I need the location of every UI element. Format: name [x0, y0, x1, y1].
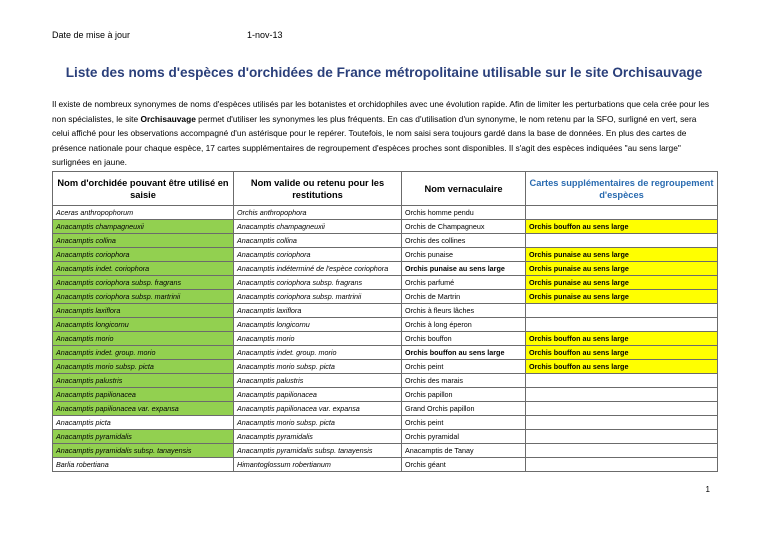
- cell-valid-name: Anacamptis papilionacea var. expansa: [234, 402, 402, 416]
- intro-text-part1: Il existe de nombreux synonymes de noms d'espèces utilisés par les botanistes et orchidophiles avec une évolution rapide. Afin de limiter les perturbations que cela crée pour les non spécialistes, le site: [52, 99, 710, 124]
- cell-vernacular-name: Orchis papillon: [402, 388, 526, 402]
- intro-site-name: Orchisauvage: [140, 113, 196, 124]
- cell-input-name: Anacamptis morio: [53, 332, 234, 346]
- header-vernacular-name: Nom vernaculaire: [402, 172, 526, 206]
- table-row: [53, 276, 718, 290]
- cell-vernacular-name: Orchis géant: [402, 458, 526, 472]
- table-row: [53, 234, 718, 248]
- cell-valid-name: Anacamptis pyramidalis subsp. tanayensis: [234, 444, 402, 458]
- table-row: [53, 318, 718, 332]
- species-table: [52, 171, 718, 472]
- cell-input-name: Anacamptis palustris: [53, 374, 234, 388]
- cell-extra-map: [526, 402, 718, 416]
- cell-valid-name: Anacamptis morio subsp. picta: [234, 360, 402, 374]
- cell-valid-name: Anacamptis pyramidalis: [234, 430, 402, 444]
- table-row: [53, 262, 718, 276]
- cell-input-name: Anacamptis longicornu: [53, 318, 234, 332]
- cell-vernacular-name: Orchis bouffon: [402, 332, 526, 346]
- cell-vernacular-name: Orchis punaise au sens large: [402, 262, 526, 276]
- cell-extra-map: Orchis bouffon au sens large: [526, 360, 718, 374]
- cell-vernacular-name: Orchis à fleurs lâches: [402, 304, 526, 318]
- cell-vernacular-name: Orchis parfumé: [402, 276, 526, 290]
- cell-input-name: Anacamptis pyramidalis: [53, 430, 234, 444]
- cell-extra-map: [526, 304, 718, 318]
- cell-vernacular-name: Grand Orchis papillon: [402, 402, 526, 416]
- table-row: [53, 402, 718, 416]
- cell-input-name: Anacamptis coriophora: [53, 248, 234, 262]
- cell-input-name: Anacamptis coriophora subsp. fragrans: [53, 276, 234, 290]
- page-title: Liste des noms d'espèces d'orchidées de France métropolitaine utilisable sur le site Orchisauvage: [65, 65, 703, 80]
- cell-input-name: Anacamptis champagneuxii: [53, 220, 234, 234]
- cell-vernacular-name: Orchis peint: [402, 360, 526, 374]
- cell-valid-name: Anacamptis collina: [234, 234, 402, 248]
- table-row: [53, 332, 718, 346]
- cell-extra-map: Orchis bouffon au sens large: [526, 332, 718, 346]
- table-row: [53, 206, 718, 220]
- cell-valid-name: Anacamptis morio subsp. picta: [234, 416, 402, 430]
- table-row: [53, 458, 718, 472]
- cell-extra-map: [526, 234, 718, 248]
- cell-valid-name: Anacamptis champagneuxii: [234, 220, 402, 234]
- cell-valid-name: Himantoglossum robertianum: [234, 458, 402, 472]
- cell-input-name: Anacamptis morio subsp. picta: [53, 360, 234, 374]
- header-input-name: Nom d'orchidée pouvant être utilisé en saisie: [53, 172, 234, 206]
- cell-valid-name: Anacamptis papilionacea: [234, 388, 402, 402]
- table-row: [53, 360, 718, 374]
- cell-extra-map: [526, 206, 718, 220]
- table-row: [53, 346, 718, 360]
- table-row: [53, 220, 718, 234]
- cell-input-name: Anacamptis coriophora subsp. martrinii: [53, 290, 234, 304]
- cell-extra-map: Orchis punaise au sens large: [526, 262, 718, 276]
- cell-input-name: Anacamptis pyramidalis subsp. tanayensis: [53, 444, 234, 458]
- cell-vernacular-name: Orchis à long éperon: [402, 318, 526, 332]
- cell-extra-map: [526, 458, 718, 472]
- table-row: [53, 248, 718, 262]
- cell-vernacular-name: Orchis bouffon au sens large: [402, 346, 526, 360]
- cell-vernacular-name: Orchis pyramidal: [402, 430, 526, 444]
- table-row: [53, 388, 718, 402]
- cell-valid-name: Orchis anthropophora: [234, 206, 402, 220]
- cell-extra-map: [526, 318, 718, 332]
- page-number: 1: [705, 485, 710, 494]
- table-row: [53, 304, 718, 318]
- cell-vernacular-name: Anacamptis de Tanay: [402, 444, 526, 458]
- cell-extra-map: [526, 444, 718, 458]
- cell-valid-name: Anacamptis indet. group. morio: [234, 346, 402, 360]
- cell-extra-map: Orchis punaise au sens large: [526, 248, 718, 262]
- cell-input-name: Anacamptis papilionacea var. expansa: [53, 402, 234, 416]
- table-row: [53, 374, 718, 388]
- cell-extra-map: Orchis bouffon au sens large: [526, 346, 718, 360]
- cell-valid-name: Anacamptis coriophora: [234, 248, 402, 262]
- cell-extra-map: Orchis punaise au sens large: [526, 276, 718, 290]
- cell-extra-map: Orchis bouffon au sens large: [526, 220, 718, 234]
- cell-input-name: Anacamptis collina: [53, 234, 234, 248]
- cell-valid-name: Anacamptis coriophora subsp. fragrans: [234, 276, 402, 290]
- header-valid-name: Nom valide ou retenu pour les restitutions: [234, 172, 402, 206]
- cell-input-name: Anacamptis indet. group. morio: [53, 346, 234, 360]
- cell-extra-map: [526, 388, 718, 402]
- table-body: [53, 206, 718, 472]
- update-date-label: Date de mise à jour: [52, 30, 131, 40]
- table-row: [53, 430, 718, 444]
- cell-valid-name: Anacamptis laxiflora: [234, 304, 402, 318]
- cell-valid-name: Anacamptis coriophora subsp. martrinii: [234, 290, 402, 304]
- cell-valid-name: Anacamptis morio: [234, 332, 402, 346]
- table-row: [53, 290, 718, 304]
- cell-valid-name: Anacamptis indéterminé de l'espèce coriophora: [234, 262, 402, 276]
- cell-input-name: Barlia robertiana: [53, 458, 234, 472]
- cell-vernacular-name: Orchis de Champagneux: [402, 220, 526, 234]
- cell-input-name: Anacamptis picta: [53, 416, 234, 430]
- cell-vernacular-name: Orchis de Martrin: [402, 290, 526, 304]
- cell-vernacular-name: Orchis des marais: [402, 374, 526, 388]
- cell-vernacular-name: Orchis peint: [402, 416, 526, 430]
- intro-paragraph: [52, 97, 712, 170]
- cell-extra-map: [526, 416, 718, 430]
- intro-text-part2: permet d'utiliser les synonymes les plus fréquents. En cas d'utilisation d'un synonyme, le nom retenu par la SFO, surligné en vert, sera celui affiché pour les observations accompagné d'un astérisque pour le repérer. Toutefois, le nom saisi sera toujours gardé dans la base de données. En plus des cartes de présence nationale pour chaque espèce, 17 cartes supplémentaires de regroupement d'espèces proches sont disponibles. Il s'agit des espèces indiquées "au sens large" surlignées en jaune.: [52, 113, 697, 168]
- cell-vernacular-name: Orchis des collines: [402, 234, 526, 248]
- cell-extra-map: Orchis punaise au sens large: [526, 290, 718, 304]
- cell-input-name: Anacamptis indet. coriophora: [53, 262, 234, 276]
- table-row: [53, 416, 718, 430]
- header-extra-maps: Cartes supplémentaires de regroupement d'espèces: [526, 172, 718, 206]
- cell-input-name: Anacamptis papilionacea: [53, 388, 234, 402]
- cell-input-name: Anacamptis laxiflora: [53, 304, 234, 318]
- cell-vernacular-name: Orchis punaise: [402, 248, 526, 262]
- table-header-row: [53, 172, 718, 206]
- update-date-value: 1-nov-13: [247, 30, 283, 40]
- cell-input-name: Aceras anthropophorum: [53, 206, 234, 220]
- cell-vernacular-name: Orchis homme pendu: [402, 206, 526, 220]
- cell-valid-name: Anacamptis palustris: [234, 374, 402, 388]
- cell-extra-map: [526, 430, 718, 444]
- cell-extra-map: [526, 374, 718, 388]
- cell-valid-name: Anacamptis longicornu: [234, 318, 402, 332]
- table-row: [53, 444, 718, 458]
